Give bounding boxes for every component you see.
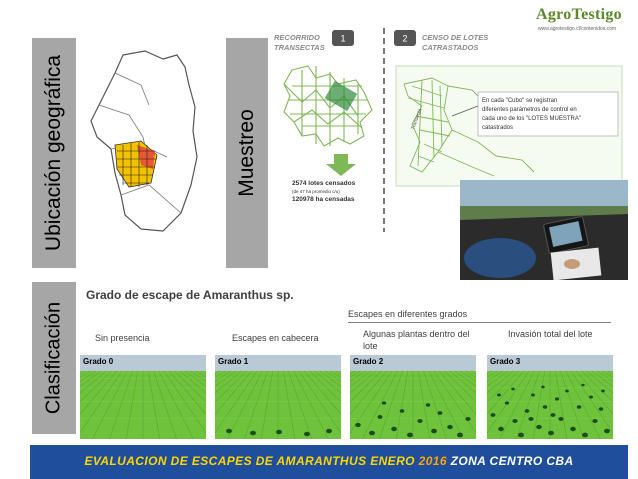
grado-3-image: [487, 355, 613, 439]
note-line-3: cada uno de los "LOTES MUESTRA": [482, 116, 581, 122]
step1-number: 1: [340, 33, 346, 44]
grado-0-tag: Grado 0: [83, 357, 114, 366]
category-invasion-total: Invasión total del lote: [508, 329, 593, 339]
weed-plant: [326, 429, 332, 433]
grado-2-field: [350, 355, 476, 439]
weed-plant: [601, 390, 605, 393]
photo-hand: [564, 259, 580, 269]
weed-plant: [382, 401, 386, 404]
step2-title-1: CENSO DE LOTES: [422, 33, 489, 42]
field-survey-photo: [460, 180, 628, 280]
escapes-diferentes-label: Escapes en diferentes grados: [348, 309, 468, 319]
weed-plant: [377, 415, 382, 419]
weed-plant: [226, 429, 232, 433]
weed-plant: [304, 432, 310, 437]
down-arrow-icon: [326, 154, 356, 176]
weed-plant: [581, 384, 584, 387]
weed-plant: [548, 431, 554, 436]
clasificacion-panel-label: [32, 282, 76, 434]
escapes-bracket-line: [348, 322, 611, 323]
step1-title-2: TRANSECTAS: [274, 43, 325, 52]
grado-1-tag: Grado 1: [218, 357, 249, 366]
grado-1-image: [215, 355, 341, 439]
category-algunas-plantas: Algunas plantas dentro del lote: [363, 329, 470, 351]
clasificacion-label-text: Clasificación: [42, 301, 65, 415]
muestreo-label-text: Muestreo: [235, 109, 258, 197]
weed-plant: [426, 403, 430, 406]
weed-plant: [391, 427, 397, 431]
weed-plant: [250, 431, 256, 436]
weed-plant: [577, 405, 582, 408]
footer-bar: [30, 445, 628, 479]
weed-plant: [592, 419, 597, 423]
footer-title-part-3: ZONA CENTRO CBA: [446, 454, 574, 468]
transect-network: [284, 66, 372, 146]
category-escapes-cabecera: Escapes en cabecera: [232, 333, 319, 343]
grado-2-image: [350, 355, 476, 439]
step1-title-1: RECORRIDO: [274, 33, 320, 42]
stats-line-2: (de 47 ha promedio c/u): [292, 189, 340, 194]
weed-plant: [604, 429, 610, 433]
grado-3-tag: Grado 3: [490, 357, 521, 366]
weed-plant: [589, 395, 593, 398]
weed-plant: [555, 397, 559, 400]
grado-3-field: [487, 355, 613, 439]
weed-plant: [417, 419, 422, 423]
transecta-label: Transecta: [410, 107, 424, 131]
grado-2-tag: Grado 2: [353, 357, 384, 366]
logo-url: www.agrotestigo.cl/contenidos.com: [538, 26, 617, 32]
weed-plant: [531, 394, 535, 397]
weed-plant: [570, 427, 576, 431]
weed-plant: [431, 429, 437, 433]
weed-plant: [497, 394, 501, 397]
weed-plant: [518, 433, 524, 438]
logo-name: AgroTestigo: [536, 6, 622, 23]
weed-plant: [369, 431, 375, 436]
photo-person-arm: [464, 238, 536, 278]
step2-number: 2: [402, 33, 408, 44]
weed-plant: [457, 433, 463, 438]
weed-plant: [498, 427, 504, 431]
weed-plant: [558, 417, 563, 421]
weed-plant: [400, 409, 405, 413]
note-line-4: catastrados: [482, 125, 514, 131]
weed-plant: [447, 425, 453, 429]
weed-plant: [438, 411, 443, 415]
weed-plant: [276, 430, 282, 435]
weed-plant: [511, 388, 515, 391]
weed-plant: [505, 401, 509, 404]
weed-plant: [543, 405, 548, 408]
footer-year: 2016: [418, 454, 447, 468]
stats-line-1: 2574 lotes censados: [292, 180, 356, 187]
weed-plant: [565, 390, 569, 393]
category-sin-presencia: Sin presencia: [95, 333, 150, 343]
weed-plant: [582, 433, 588, 438]
weed-plant: [536, 425, 542, 429]
weed-plant: [525, 409, 530, 413]
grado-title: Grado de escape de Amaranthus sp.: [86, 288, 294, 302]
weed-plant: [541, 386, 544, 389]
footer-title-part-1: EVALUACION DE ESCAPES DE AMARANTHUS ENERO: [84, 454, 419, 468]
weed-plant: [465, 417, 470, 421]
province-map: [85, 45, 205, 235]
step2-title-2: CATRASTADOS: [422, 43, 479, 52]
weed-plant: [491, 413, 496, 417]
note-line-2: diferentes parámetros de control en: [482, 107, 577, 113]
weed-plant: [512, 419, 517, 423]
geo-panel-label: [32, 38, 76, 268]
grado-1-field: [215, 355, 341, 439]
grado-0-field: [80, 355, 206, 439]
weed-plant: [551, 413, 556, 417]
geo-label-text: Ubicación geográfica: [42, 54, 65, 252]
weed-plant: [355, 423, 360, 427]
weed-plant: [528, 417, 533, 421]
muestreo-panel-label: [226, 38, 268, 268]
footer-title: [30, 454, 628, 468]
note-line-1: En cada "Cubo" se registran: [482, 98, 558, 104]
grado-0-image: [80, 355, 206, 439]
weed-plant: [599, 407, 604, 411]
stats-line-3: 120978 ha censadas: [292, 196, 355, 203]
weed-plant: [407, 433, 413, 438]
